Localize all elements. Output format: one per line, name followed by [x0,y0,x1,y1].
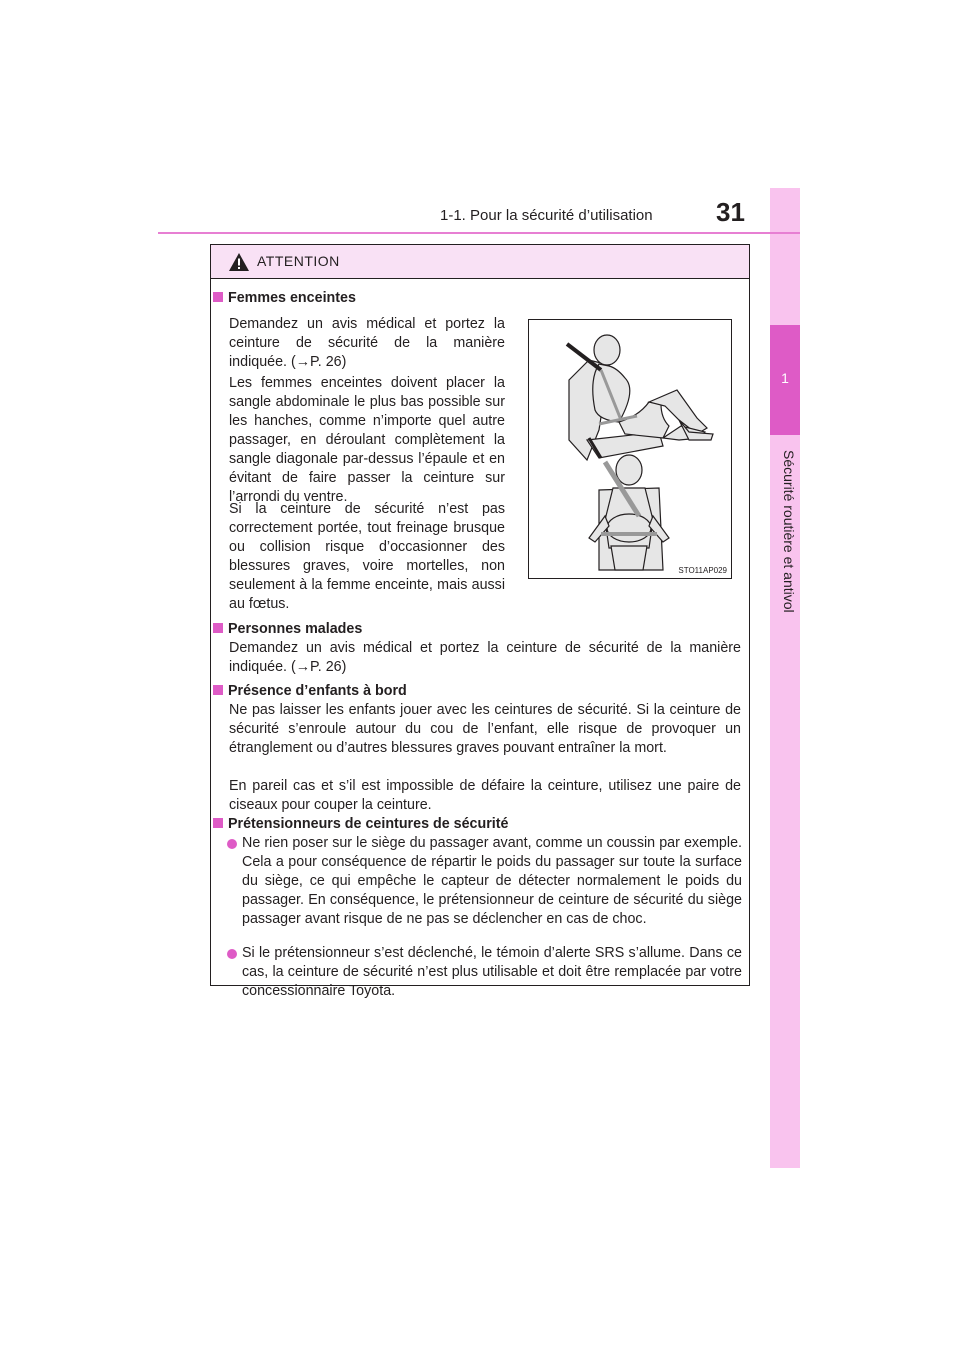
warning-label: ATTENTION [257,253,340,269]
warning-triangle-icon [228,252,250,272]
round-bullet-icon [227,839,237,849]
warning-header [211,245,749,279]
section-heading-children: Présence d’enfants à bord [213,682,407,701]
sick-paragraph: Demandez un avis médical et portez la ceinture de sécurité de la manière indiquée. (→P. 26) [229,640,741,675]
pretensioner-bullet-2: Si le prétensionneur s’est déclenché, le témoin d’alerte SRS s’allume. Dans ce cas, la ceinture de sécurité n’est plus utilisable et doit être remplacée par votre concessionnaire Toyota. [242,945,742,999]
chapter-number: 1 [781,370,789,386]
section-heading-pretensioners: Prétensionneurs de ceintures de sécurité [213,815,508,834]
header-rule [158,232,800,234]
square-bullet-icon [213,623,223,633]
seatbelt-illustration [528,319,732,579]
square-bullet-icon [213,818,223,828]
children-paragraph-1: Ne pas laisser les enfants jouer avec les ceintures de sécurité. Si la ceinture de sécurité s’enroule autour du cou de l’enfant, elle risque de provoquer un étranglement ou d’autres blessures graves pouvant entraîner la mort. [229,702,741,756]
square-bullet-icon [213,292,223,302]
figure-code: STO11AP029 [678,566,727,575]
chapter-title: Sécurité routière et antivol [781,450,797,613]
children-paragraph-2: En pareil cas et s’il est impossible de défaire la ceinture, utilisez une paire de ciseaux pour couper la ceinture. [229,778,741,813]
pretensioner-bullet-1: Ne rien poser sur le siège du passager avant, comme un coussin par exemple. Cela a pour conséquence de répartir le poids du passager sur toute la surface du siège, ce qui empêche le capteur de détecter normalement le poids du passager. En conséquence, le prétensionneur de ceinture de sécurité du siège passager avant risque de ne pas se déclencher en cas de choc. [242,835,742,927]
pregnant-paragraph-3: Si la ceinture de sécurité n’est pas correctement portée, tout freinage brusque ou collision risque d’occasionner des blessures graves, voire mortelles, non seulement à la femme enceinte, mais aussi au fœtus. [229,501,505,612]
round-bullet-icon [227,949,237,959]
pregnant-paragraph-1: Demandez un avis médical et portez la ceinture de sécurité de la manière indiquée. (→P. 26) [229,316,505,370]
square-bullet-icon [213,685,223,695]
pregnant-paragraph-2: Les femmes enceintes doivent placer la sangle abdominale le plus bas possible sur les hanches, comme n’importe quel autre passager, en déroulant complètement la sangle diagonale par-dessus l’épaule et en évitant de faire passer la ceinture sur l’arrondi du ventre. [229,375,505,505]
section-heading-sick: Personnes malades [213,620,362,639]
page-number: 31 [716,197,745,227]
pregnant-woman-seatbelt-drawing [529,320,731,578]
section-heading-pregnant: Femmes enceintes [213,289,356,308]
section-title: 1-1. Pour la sécurité d’utilisation [440,207,653,224]
